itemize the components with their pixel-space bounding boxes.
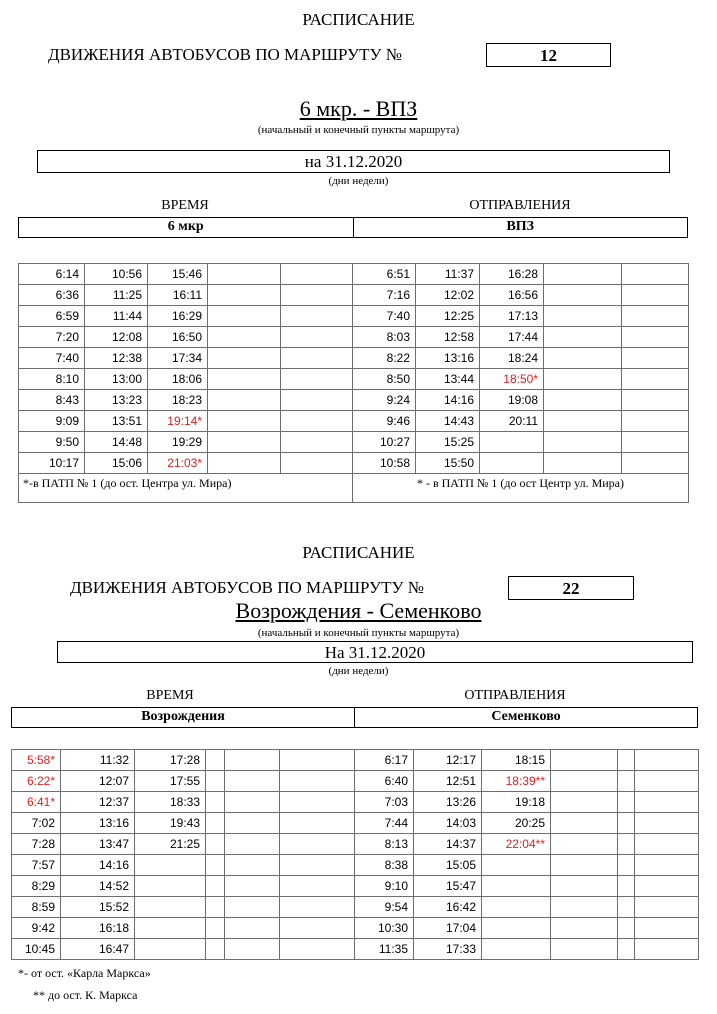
time-cell: 12:17 <box>414 750 482 771</box>
time-cell: 19:08 <box>480 390 544 411</box>
time-cell <box>551 876 618 897</box>
time-cell <box>618 918 635 939</box>
time-cell <box>544 264 622 285</box>
time-cell <box>208 411 281 432</box>
time-cell <box>622 285 689 306</box>
time-cell <box>281 264 353 285</box>
time-cell <box>225 918 280 939</box>
time-cell: 16:18 <box>61 918 135 939</box>
time-cell: 8:29 <box>12 876 61 897</box>
time-cell: 11:37 <box>416 264 480 285</box>
time-cell <box>544 348 622 369</box>
time-cell: 15:52 <box>61 897 135 918</box>
time-cell: 6:17 <box>355 750 414 771</box>
table-row <box>12 834 699 855</box>
time-cell <box>635 792 699 813</box>
time-cell: 18:39** <box>482 771 551 792</box>
s1-date-caption: (дни недели) <box>328 175 389 187</box>
time-cell: 14:37 <box>414 834 482 855</box>
time-cell: 10:17 <box>19 453 85 474</box>
table-row <box>19 285 689 306</box>
time-cell: 8:10 <box>19 369 85 390</box>
time-cell: 22:04** <box>482 834 551 855</box>
time-cell <box>482 897 551 918</box>
time-cell: 15:47 <box>414 876 482 897</box>
time-cell: 7:28 <box>12 834 61 855</box>
time-cell: 17:34 <box>148 348 208 369</box>
time-cell: 6:59 <box>19 306 85 327</box>
time-cell: 15:06 <box>85 453 148 474</box>
time-cell <box>622 327 689 348</box>
time-cell <box>225 792 280 813</box>
time-cell: 9:24 <box>353 390 416 411</box>
time-cell <box>225 813 280 834</box>
time-cell <box>281 390 353 411</box>
s2-stop-left: Возрождения <box>141 709 225 724</box>
time-cell <box>618 792 635 813</box>
time-cell <box>280 897 355 918</box>
time-cell <box>544 432 622 453</box>
table-row <box>19 453 689 474</box>
time-cell: 20:11 <box>480 411 544 432</box>
time-cell <box>480 432 544 453</box>
table-row <box>12 876 699 897</box>
s1-departure-label: ОТПРАВЛЕНИЯ <box>469 198 571 213</box>
table-row <box>12 771 699 792</box>
time-cell: 17:04 <box>414 918 482 939</box>
time-cell: 7:02 <box>12 813 61 834</box>
time-cell: 19:43 <box>135 813 206 834</box>
time-cell <box>280 876 355 897</box>
time-cell: 16:47 <box>61 939 135 960</box>
time-cell: 18:23 <box>148 390 208 411</box>
time-cell: 14:43 <box>416 411 480 432</box>
time-cell: 20:25 <box>482 813 551 834</box>
table-row <box>19 348 689 369</box>
time-cell <box>622 390 689 411</box>
time-cell: 14:52 <box>61 876 135 897</box>
time-cell <box>280 918 355 939</box>
table-row <box>19 306 689 327</box>
s1-route-caption: (начальный и конечный пункты маршрута) <box>257 124 460 136</box>
time-cell: 13:16 <box>416 348 480 369</box>
table-row <box>12 750 699 771</box>
time-cell: 17:28 <box>135 750 206 771</box>
time-cell: 19:29 <box>148 432 208 453</box>
time-cell: 10:58 <box>353 453 416 474</box>
s1-subtitle: ДВИЖЕНИЯ АВТОБУСОВ ПО МАРШРУТУ № <box>48 45 402 64</box>
time-cell <box>544 453 622 474</box>
time-cell: 12:08 <box>85 327 148 348</box>
time-cell <box>551 897 618 918</box>
time-cell: 9:54 <box>355 897 414 918</box>
time-cell <box>280 855 355 876</box>
time-cell <box>482 876 551 897</box>
time-cell: 7:44 <box>355 813 414 834</box>
time-cell <box>281 285 353 306</box>
time-cell <box>225 750 280 771</box>
table-row <box>12 939 699 960</box>
time-cell <box>482 918 551 939</box>
time-cell <box>206 834 225 855</box>
time-cell <box>280 750 355 771</box>
time-cell <box>208 432 281 453</box>
time-cell <box>544 411 622 432</box>
time-cell: 12:25 <box>416 306 480 327</box>
time-cell: 9:10 <box>355 876 414 897</box>
time-cell <box>135 939 206 960</box>
s2-title: РАСПИСАНИЕ <box>302 543 415 562</box>
time-cell <box>618 939 635 960</box>
table-row <box>12 855 699 876</box>
s1-route-number: 12 <box>486 43 611 67</box>
time-cell <box>206 813 225 834</box>
time-cell <box>622 348 689 369</box>
time-cell: 10:45 <box>12 939 61 960</box>
time-cell: 8:59 <box>12 897 61 918</box>
time-cell: 11:32 <box>61 750 135 771</box>
time-cell <box>551 792 618 813</box>
s2-note-1: *- от ост. «Карла Маркса» <box>18 966 151 980</box>
time-cell: 12:51 <box>414 771 482 792</box>
s1-stop-left: 6 мкр <box>167 219 204 234</box>
time-cell <box>622 432 689 453</box>
time-cell: 18:50* <box>480 369 544 390</box>
time-cell <box>635 876 699 897</box>
table-row <box>19 369 689 390</box>
time-cell: 14:16 <box>61 855 135 876</box>
time-cell: 10:56 <box>85 264 148 285</box>
time-cell: 13:47 <box>61 834 135 855</box>
time-cell: 11:25 <box>85 285 148 306</box>
time-cell <box>551 918 618 939</box>
time-cell: 18:15 <box>482 750 551 771</box>
time-cell <box>208 348 281 369</box>
s1-schedule-table <box>18 263 689 503</box>
time-cell: 9:09 <box>19 411 85 432</box>
time-cell <box>225 855 280 876</box>
time-cell <box>208 327 281 348</box>
s1-stops-header <box>18 217 688 238</box>
table-row <box>12 918 699 939</box>
time-cell: 13:51 <box>85 411 148 432</box>
time-cell: 15:50 <box>416 453 480 474</box>
time-cell: 8:22 <box>353 348 416 369</box>
time-cell: 9:42 <box>12 918 61 939</box>
s2-date-caption: (дни недели) <box>328 665 389 677</box>
s1-date: на 31.12.2020 <box>37 150 670 173</box>
table-row <box>19 411 689 432</box>
time-cell <box>618 750 635 771</box>
s2-note-2: ** до ост. К. Маркса <box>33 988 138 1002</box>
time-cell: 16:11 <box>148 285 208 306</box>
time-cell: 6:40 <box>355 771 414 792</box>
time-cell <box>544 285 622 306</box>
time-cell: 6:51 <box>353 264 416 285</box>
time-cell: 15:46 <box>148 264 208 285</box>
time-cell: 15:05 <box>414 855 482 876</box>
time-cell <box>225 771 280 792</box>
time-cell <box>208 453 281 474</box>
time-cell <box>618 897 635 918</box>
time-cell <box>280 939 355 960</box>
time-cell <box>480 453 544 474</box>
time-cell <box>280 792 355 813</box>
time-cell <box>544 369 622 390</box>
time-cell <box>635 834 699 855</box>
time-cell <box>551 834 618 855</box>
s1-note-left: *-в ПАТП № 1 (до ост. Центра ул. Мира) <box>19 474 353 503</box>
time-cell <box>635 750 699 771</box>
time-cell: 18:06 <box>148 369 208 390</box>
time-cell <box>635 813 699 834</box>
time-cell: 17:13 <box>480 306 544 327</box>
time-cell: 15:25 <box>416 432 480 453</box>
s2-route-number: 22 <box>508 576 634 600</box>
time-cell <box>635 897 699 918</box>
time-cell <box>225 897 280 918</box>
s2-route-caption: (начальный и конечный пункты маршрута) <box>257 627 460 639</box>
s1-stop-right: ВПЗ <box>353 218 688 237</box>
time-cell: 7:20 <box>19 327 85 348</box>
time-cell: 10:27 <box>353 432 416 453</box>
time-cell <box>281 348 353 369</box>
time-cell: 8:38 <box>355 855 414 876</box>
time-cell <box>225 876 280 897</box>
time-cell: 13:16 <box>61 813 135 834</box>
time-cell <box>280 771 355 792</box>
time-cell: 13:00 <box>85 369 148 390</box>
time-cell: 6:22* <box>12 771 61 792</box>
s2-stops-header <box>11 707 698 728</box>
time-cell: 18:24 <box>480 348 544 369</box>
s1-note-right: * - в ПАТП № 1 (до ост Центр ул. Мира) <box>353 474 689 503</box>
time-cell <box>208 369 281 390</box>
time-cell: 12:02 <box>416 285 480 306</box>
time-cell <box>622 369 689 390</box>
time-cell <box>281 369 353 390</box>
s2-time-label: ВРЕМЯ <box>146 688 194 703</box>
time-cell: 14:16 <box>416 390 480 411</box>
time-cell <box>206 897 225 918</box>
time-cell: 16:56 <box>480 285 544 306</box>
time-cell: 10:30 <box>355 918 414 939</box>
time-cell: 14:48 <box>85 432 148 453</box>
time-cell <box>206 939 225 960</box>
time-cell: 13:23 <box>85 390 148 411</box>
time-cell: 7:03 <box>355 792 414 813</box>
table-row <box>12 897 699 918</box>
time-cell <box>618 876 635 897</box>
time-cell: 21:25 <box>135 834 206 855</box>
time-cell <box>281 432 353 453</box>
time-cell <box>208 285 281 306</box>
time-cell <box>135 918 206 939</box>
time-cell: 19:18 <box>482 792 551 813</box>
time-cell <box>135 876 206 897</box>
time-cell: 16:28 <box>480 264 544 285</box>
s2-stop-right: Семенково <box>354 708 697 727</box>
time-cell: 17:44 <box>480 327 544 348</box>
table-row <box>19 390 689 411</box>
time-cell: 16:29 <box>148 306 208 327</box>
time-cell: 18:33 <box>135 792 206 813</box>
time-cell: 14:03 <box>414 813 482 834</box>
time-cell <box>544 390 622 411</box>
s2-date: На 31.12.2020 <box>57 641 693 663</box>
s2-subtitle: ДВИЖЕНИЯ АВТОБУСОВ ПО МАРШРУТУ № <box>70 578 424 597</box>
time-cell <box>208 390 281 411</box>
time-cell <box>482 939 551 960</box>
time-cell <box>135 897 206 918</box>
time-cell: 7:40 <box>19 348 85 369</box>
table-row <box>12 813 699 834</box>
time-cell <box>225 939 280 960</box>
time-cell <box>206 792 225 813</box>
time-cell: 12:58 <box>416 327 480 348</box>
time-cell: 7:57 <box>12 855 61 876</box>
time-cell <box>208 306 281 327</box>
s2-route-name: Возрождения - Семенково <box>235 598 482 623</box>
time-cell <box>482 855 551 876</box>
time-cell <box>551 855 618 876</box>
time-cell <box>135 855 206 876</box>
time-cell <box>551 750 618 771</box>
time-cell: 8:13 <box>355 834 414 855</box>
time-cell: 7:16 <box>353 285 416 306</box>
time-cell: 13:44 <box>416 369 480 390</box>
time-cell: 21:03* <box>148 453 208 474</box>
time-cell: 11:44 <box>85 306 148 327</box>
time-cell: 5:58* <box>12 750 61 771</box>
time-cell <box>618 771 635 792</box>
time-cell: 7:40 <box>353 306 416 327</box>
time-cell: 17:33 <box>414 939 482 960</box>
s2-departure-label: ОТПРАВЛЕНИЯ <box>464 688 566 703</box>
time-cell <box>551 771 618 792</box>
s2-schedule-table <box>11 749 699 960</box>
time-cell <box>618 813 635 834</box>
time-cell <box>618 834 635 855</box>
s1-route-name: 6 мкр. - ВПЗ <box>299 96 418 121</box>
time-cell <box>622 264 689 285</box>
time-cell <box>206 876 225 897</box>
time-cell <box>635 939 699 960</box>
time-cell <box>206 918 225 939</box>
time-cell <box>206 771 225 792</box>
time-cell <box>635 855 699 876</box>
time-cell <box>206 750 225 771</box>
time-cell <box>281 453 353 474</box>
time-cell <box>635 918 699 939</box>
time-cell: 8:43 <box>19 390 85 411</box>
time-cell: 16:42 <box>414 897 482 918</box>
time-cell <box>551 813 618 834</box>
time-cell <box>280 813 355 834</box>
time-cell: 17:55 <box>135 771 206 792</box>
time-cell <box>544 327 622 348</box>
time-cell <box>622 306 689 327</box>
time-cell: 19:14* <box>148 411 208 432</box>
time-cell <box>281 411 353 432</box>
time-cell <box>618 855 635 876</box>
time-cell: 8:50 <box>353 369 416 390</box>
time-cell <box>622 453 689 474</box>
table-row <box>19 327 689 348</box>
time-cell: 12:38 <box>85 348 148 369</box>
time-cell <box>544 306 622 327</box>
time-cell <box>208 264 281 285</box>
time-cell: 13:26 <box>414 792 482 813</box>
s1-time-label: ВРЕМЯ <box>161 198 209 213</box>
time-cell: 9:46 <box>353 411 416 432</box>
time-cell: 16:50 <box>148 327 208 348</box>
table-row <box>19 432 689 453</box>
time-cell: 6:14 <box>19 264 85 285</box>
time-cell: 6:41* <box>12 792 61 813</box>
time-cell: 9:50 <box>19 432 85 453</box>
table-row <box>12 792 699 813</box>
time-cell <box>551 939 618 960</box>
time-cell <box>622 411 689 432</box>
time-cell: 11:35 <box>355 939 414 960</box>
time-cell: 6:36 <box>19 285 85 306</box>
time-cell: 12:07 <box>61 771 135 792</box>
time-cell <box>280 834 355 855</box>
s1-title: РАСПИСАНИЕ <box>302 10 415 29</box>
time-cell: 12:37 <box>61 792 135 813</box>
time-cell <box>281 327 353 348</box>
time-cell <box>635 771 699 792</box>
time-cell <box>281 306 353 327</box>
time-cell <box>225 834 280 855</box>
time-cell: 8:03 <box>353 327 416 348</box>
table-row <box>19 264 689 285</box>
time-cell <box>206 855 225 876</box>
